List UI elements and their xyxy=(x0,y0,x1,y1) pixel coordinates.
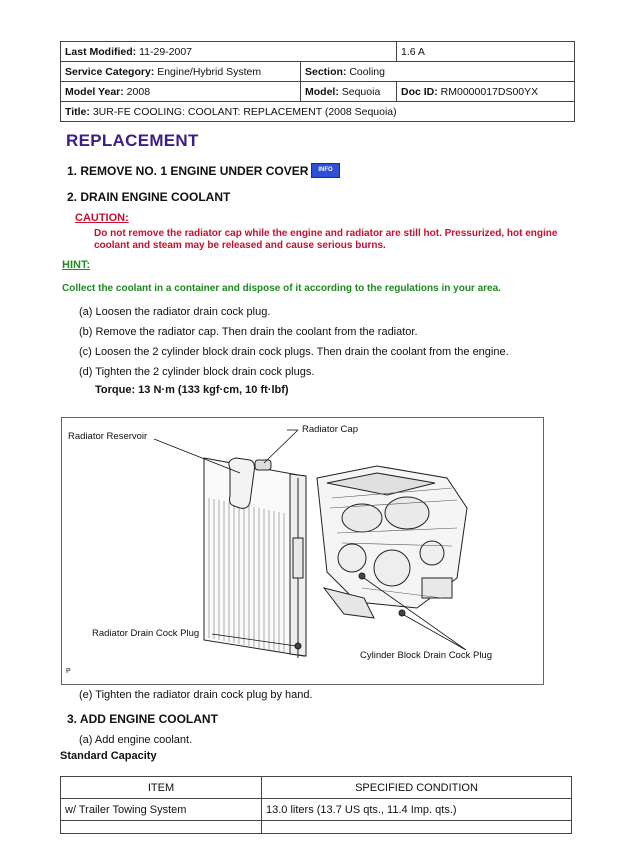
substep-add-a: (a) Add engine coolant. xyxy=(79,734,193,746)
title-cell: Title: 3UR-FE COOLING: COOLANT: REPLACEMENT (2008 Sequoia) xyxy=(61,102,575,122)
substep-b: (b) Remove the radiator cap. Then drain the coolant from the radiator. xyxy=(79,326,418,338)
section-cell: Section: Cooling xyxy=(301,62,575,82)
substep-a: (a) Loosen the radiator drain cock plug. xyxy=(79,306,271,318)
step-1-title: 1. REMOVE NO. 1 ENGINE UNDER COVER xyxy=(67,164,309,178)
substep-e: (e) Tighten the radiator drain cock plug by hand. xyxy=(79,689,313,701)
standard-capacity-label: Standard Capacity xyxy=(60,750,157,762)
substep-c: (c) Loosen the 2 cylinder block drain cock plugs. Then drain the coolant from the engine. xyxy=(79,346,509,358)
spec-header-condition: SPECIFIED CONDITION xyxy=(262,777,572,799)
table-row xyxy=(61,799,572,821)
header-row-3 xyxy=(61,82,575,102)
label-cylinder-block-drain-cock-plug: Cylinder Block Drain Cock Plug xyxy=(360,650,492,661)
step-3-title: 3. ADD ENGINE COOLANT xyxy=(67,712,218,726)
page-heading: REPLACEMENT xyxy=(66,131,199,150)
info-button[interactable]: INFO xyxy=(311,163,340,178)
last-modified-cell: Last Modified: 11-29-2007 xyxy=(61,42,397,62)
doc-id-cell: Doc ID: RM0000017DS00YX xyxy=(397,82,575,102)
torque-spec: Torque: 13 N·m (133 kgf·cm, 10 ft·lbf) xyxy=(95,384,289,396)
label-radiator-cap: Radiator Cap xyxy=(302,424,358,435)
spec-row-item: w/ Trailer Towing System xyxy=(61,799,262,821)
spec-table-header-row xyxy=(61,777,572,799)
hint-title: HINT: xyxy=(62,259,91,271)
label-radiator-drain-cock-plug: Radiator Drain Cock Plug xyxy=(92,628,200,639)
service-category-cell: Service Category: Engine/Hybrid System xyxy=(61,62,301,82)
coolant-drain-figure xyxy=(61,417,544,685)
capacity-spec-table xyxy=(60,776,572,834)
step-2-title: 2. DRAIN ENGINE COOLANT xyxy=(67,190,231,204)
caution-title: CAUTION: xyxy=(75,212,129,224)
spec-row-condition: 13.0 liters (13.7 US qts., 11.4 Imp. qts.) xyxy=(262,799,572,821)
spec-header-item: ITEM xyxy=(61,777,262,799)
hint-text: Collect the coolant in a container and dispose of it according to the regulations in your area. xyxy=(62,283,501,294)
document-header-table xyxy=(60,41,575,122)
header-row-2 xyxy=(61,62,575,82)
model-cell: Model: Sequoia xyxy=(301,82,397,102)
header-row-4 xyxy=(61,102,575,122)
caution-text: Do not remove the radiator cap while the engine and radiator are still hot. Pressurized, hot engine coolant and steam may be released and cause serious burns. xyxy=(94,228,558,251)
label-radiator-reservoir: Radiator Reservoir xyxy=(68,431,148,442)
engine-radiator-illustration xyxy=(62,418,543,684)
substep-d: (d) Tighten the 2 cylinder block drain cock plugs. xyxy=(79,366,315,378)
version-cell: 1.6 A xyxy=(397,42,575,62)
header-row-1 xyxy=(61,42,575,62)
model-year-cell: Model Year: 2008 xyxy=(61,82,301,102)
table-row-partial xyxy=(61,821,572,834)
figure-corner-mark: P xyxy=(66,668,71,675)
